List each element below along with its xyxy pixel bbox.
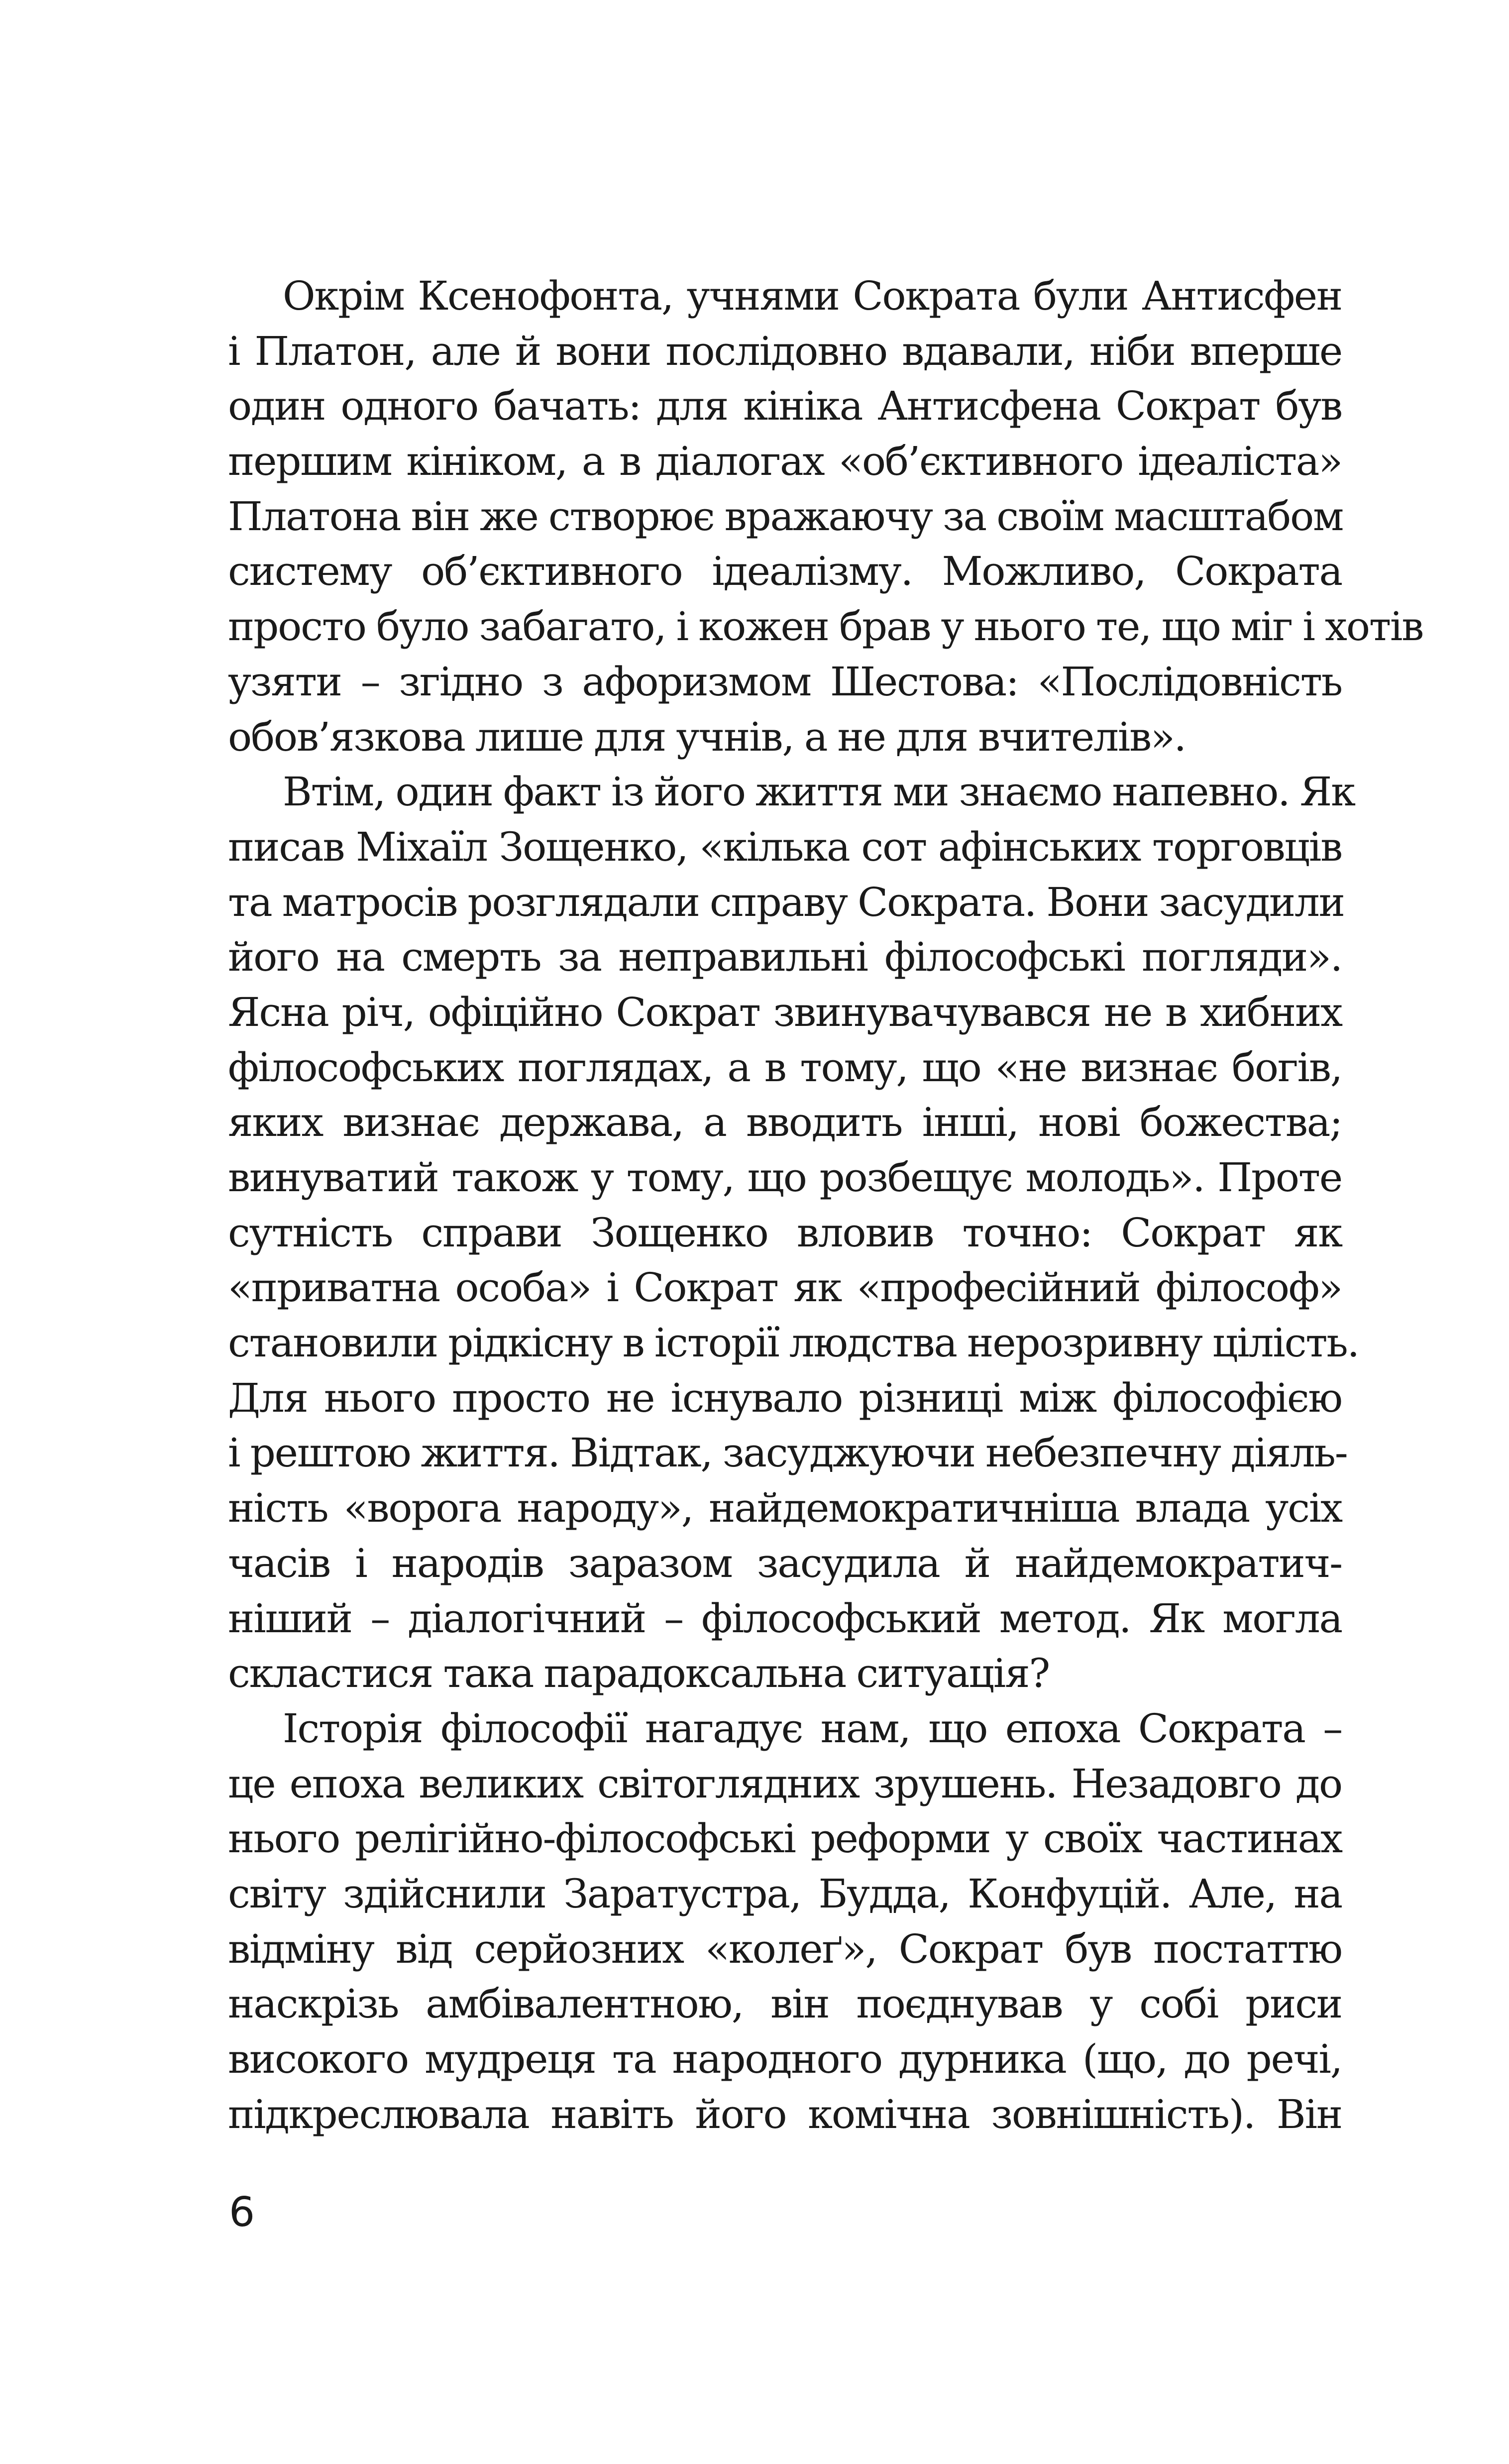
text-line: Втім, один факт із його життя ми знаємо напевно. Як (283, 769, 1355, 815)
text-line: один одного бачать: для кініка Антисфена Сократ був (228, 383, 1342, 430)
text-line: просто було забагато, і кожен брав у нього те, що міг і хотів (228, 603, 1423, 650)
text-line: його на смерть за неправильні філософські погляди». (228, 934, 1342, 981)
text-line: сутність справи Зощенко вловив точно: Сократ як (228, 1209, 1342, 1256)
text-line: ніший – діалогічний – філософський метод. Як могла (228, 1595, 1342, 1642)
text-line: філософських поглядах, а в тому, що «не визнає богів, (228, 1044, 1342, 1091)
text-line: та матросів розглядали справу Сократа. Вони засудили (228, 879, 1344, 925)
text-line: скластися така парадоксальна ситуація? (228, 1650, 1050, 1697)
text-line: Для нього просто не існувало різниці між філософією (228, 1374, 1342, 1421)
text-line: і Платон, але й вони послідовно вдавали, ніби вперше (228, 328, 1342, 374)
text-line: першим кініком, а в діалогах «об’єктивного ідеаліста» (228, 438, 1342, 485)
text-line: Окрім Ксенофонта, учнями Сократа були Антисфен (283, 273, 1342, 319)
text-line: Історія філософії нагадує нам, що епоха Сократа – (283, 1705, 1342, 1752)
text-line: винуватий також у тому, що розбещує молодь». Проте (228, 1154, 1342, 1201)
text-line: це епоха великих світоглядних зрушень. Незадовго до (228, 1760, 1342, 1807)
text-line: відміну від серйозних «колеґ», Сократ був постаттю (228, 1925, 1342, 1972)
text-line: Платона він же створює вражаючу за своїм масштабом (228, 493, 1343, 540)
text-line: і рештою життя. Відтак, засуджуючи небезпечну діяль- (228, 1430, 1347, 1476)
text-line: наскрізь амбівалентною, він поєднував у собі риси (228, 1981, 1342, 2027)
text-line: узяти – згідно з афоризмом Шестова: «Послідовність (228, 658, 1342, 705)
text-line: «приватна особа» і Сократ як «професійний філософ» (228, 1264, 1342, 1311)
text-line: систему об’єктивного ідеалізму. Можливо, Сократа (228, 548, 1342, 595)
text-line: часів і народів заразом засудила й найдемократич- (228, 1540, 1342, 1586)
text-line: підкреслювала навіть його комічна зовнішність). Він (228, 2091, 1342, 2137)
text-line: ність «ворога народу», найдемократичніша влада усіх (228, 1485, 1342, 1532)
page-number: 6 (229, 2189, 255, 2236)
text-line: писав Міхаїл Зощенко, «кілька сот афінських торговців (228, 823, 1342, 870)
body-text (228, 269, 1423, 2142)
text-line: яких визнає держава, а вводить інші, нові божества; (228, 1099, 1342, 1146)
text-line: високого мудреця та народного дурника (що, до речі, (228, 2036, 1342, 2082)
text-line: Ясна річ, офіційно Сократ звинувачувався не в хибних (228, 989, 1342, 1035)
text-line: нього релігійно-філософські реформи у своїх частинах (228, 1815, 1342, 1862)
text-line: світу здійснили Заратустра, Будда, Конфуцій. Але, на (228, 1870, 1342, 1917)
text-line: становили рідкісну в історії людства нерозривну цілість. (228, 1320, 1359, 1366)
text-line: обов’язкова лише для учнів, а не для вчителів». (228, 713, 1186, 760)
